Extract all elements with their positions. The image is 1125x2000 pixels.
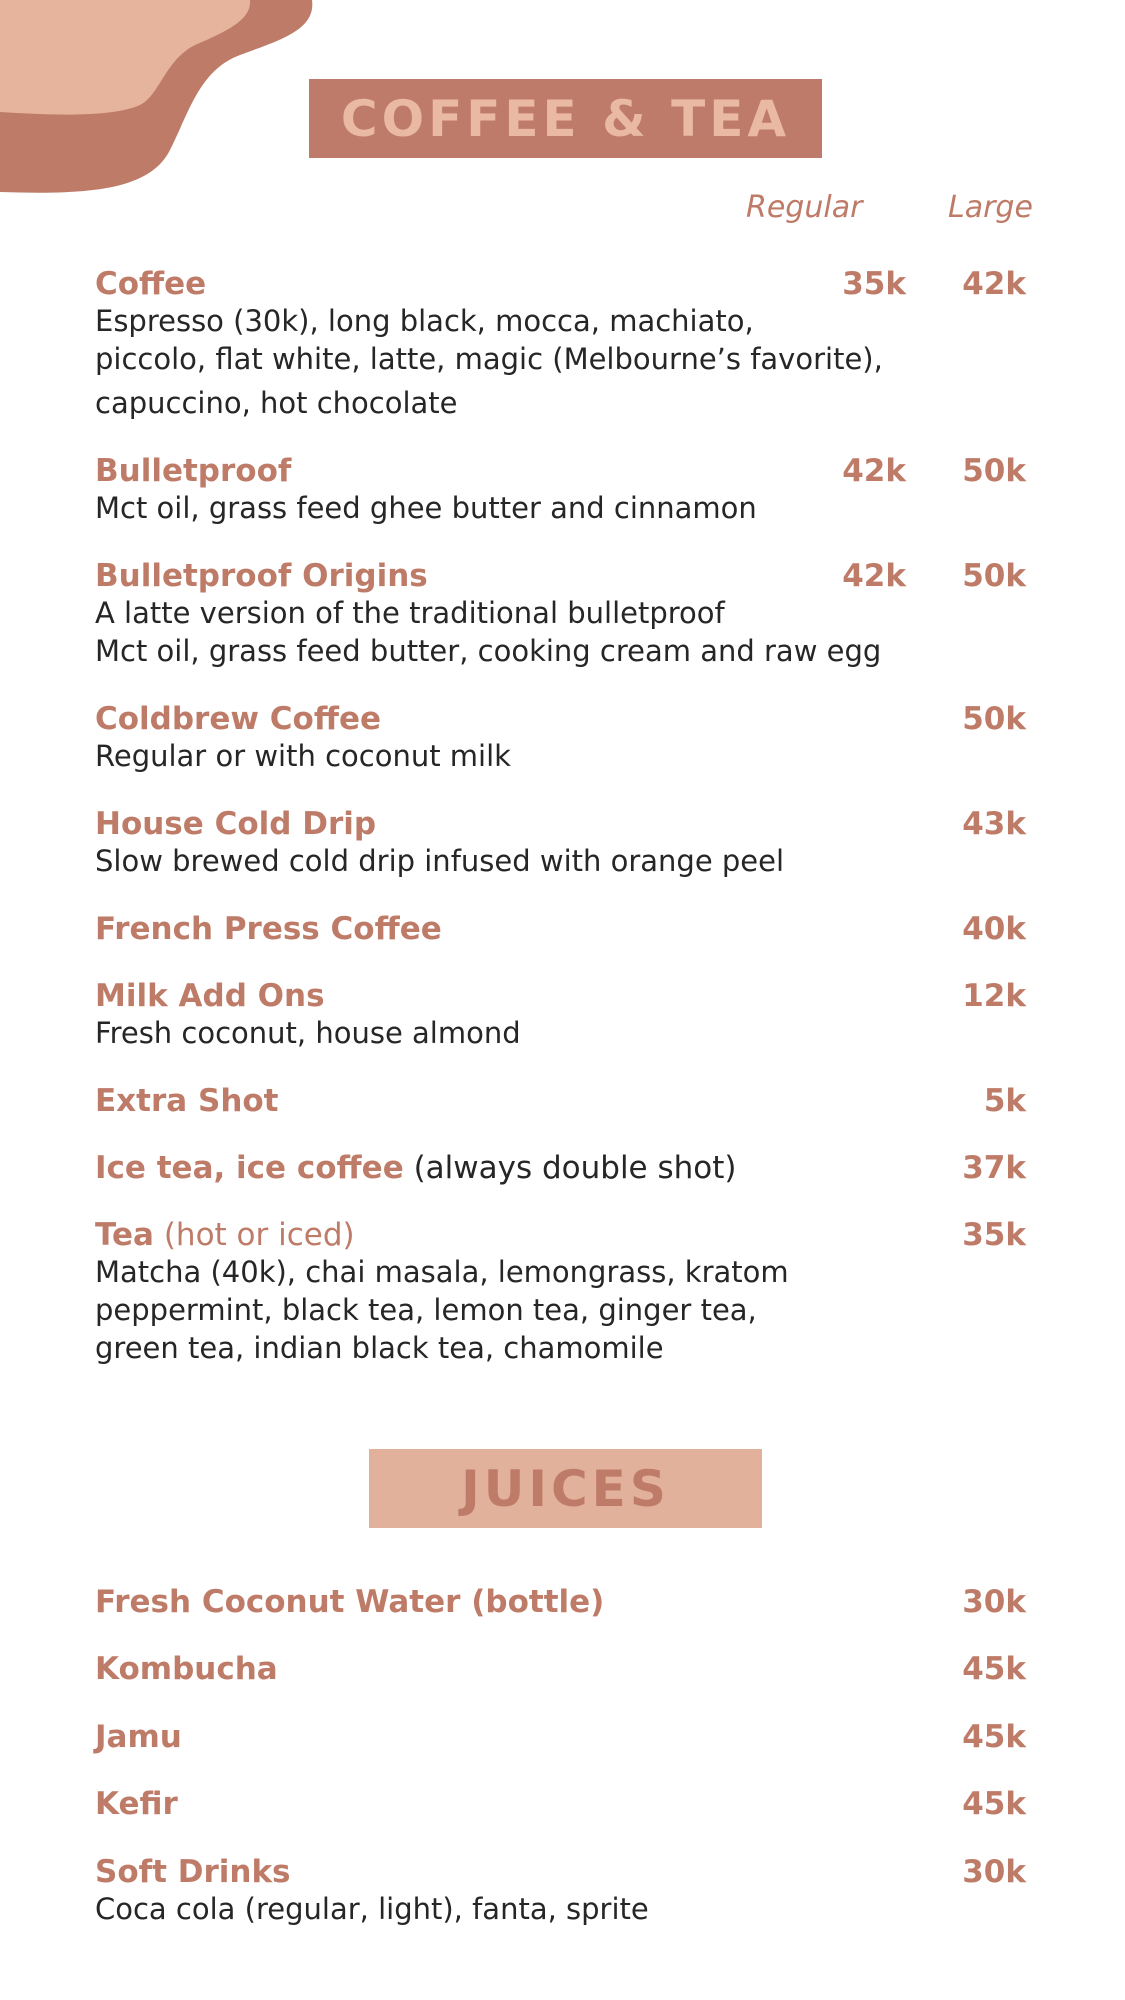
price-regular: 42k xyxy=(842,453,906,489)
item-description: Espresso (30k), long black, mocca, machiato, piccolo, flat white, latte, magic (Melbourne’s favorite), capuccino, hot chocolate xyxy=(95,304,883,420)
item-name: Jamu xyxy=(95,1719,182,1755)
price-large: 40k xyxy=(962,911,1026,947)
item-description: A latte version of the traditional bulletproof Mct oil, grass feed butter, cooking cream and raw egg xyxy=(95,596,882,668)
price-large: 5k xyxy=(983,1083,1026,1119)
item-name-line xyxy=(95,1148,737,1188)
price-large: 50k xyxy=(962,558,1026,594)
item-name: Coldbrew Coffee xyxy=(95,701,382,737)
price-large: 37k xyxy=(962,1150,1026,1186)
price-large: 35k xyxy=(962,1217,1026,1253)
price: 30k xyxy=(962,1854,1026,1890)
item-name: Bulletproof Origins xyxy=(95,558,428,594)
price-large: 12k xyxy=(962,978,1026,1014)
price: 45k xyxy=(962,1719,1026,1755)
price-large: 42k xyxy=(962,266,1026,302)
item-description: Fresh coconut, house almond xyxy=(95,1016,521,1050)
item-name: Kombucha xyxy=(95,1651,278,1687)
item-name-note: (always double shot) xyxy=(403,1150,737,1186)
item-name: Tea xyxy=(95,1217,154,1253)
item-name-line xyxy=(95,1215,355,1255)
item-name: French Press Coffee xyxy=(95,911,442,947)
item-name: Ice tea, ice coffee xyxy=(95,1150,404,1186)
section-title-coffee-tea: COFFEE & TEA xyxy=(309,79,822,158)
item-name: House Cold Drip xyxy=(95,806,377,842)
price-regular: 35k xyxy=(842,266,906,302)
column-header-regular: Regular xyxy=(746,190,863,225)
item-description: Mct oil, grass feed ghee butter and cinnamon xyxy=(95,491,757,525)
price: 45k xyxy=(962,1651,1026,1687)
price: 30k xyxy=(962,1584,1026,1620)
item-description: Slow brewed cold drip infused with orange peel xyxy=(95,844,785,878)
item-description: Regular or with coconut milk xyxy=(95,739,511,773)
item-name: Extra Shot xyxy=(95,1083,279,1119)
corner-blob-decoration xyxy=(0,0,320,200)
item-description: Matcha (40k), chai masala, lemongrass, kratom peppermint, black tea, lemon tea, ginger tea, green tea, indian black tea, chamomile xyxy=(95,1255,789,1365)
price-large: 43k xyxy=(962,806,1026,842)
item-name: Kefir xyxy=(95,1786,178,1822)
item-description: Coca cola (regular, light), fanta, sprite xyxy=(95,1892,649,1926)
item-name: Fresh Coconut Water (bottle) xyxy=(95,1584,605,1620)
section-title-juices: JUICES xyxy=(369,1449,762,1528)
item-name: Bulletproof xyxy=(95,453,292,489)
price-large: 50k xyxy=(962,453,1026,489)
item-name: Milk Add Ons xyxy=(95,978,325,1014)
price: 45k xyxy=(962,1786,1026,1822)
column-header-large: Large xyxy=(948,190,1033,225)
price-large: 50k xyxy=(962,701,1026,737)
item-name-note: (hot or iced) xyxy=(153,1217,355,1253)
item-name: Coffee xyxy=(95,266,207,302)
item-name: Soft Drinks xyxy=(95,1854,291,1890)
price-regular: 42k xyxy=(842,558,906,594)
